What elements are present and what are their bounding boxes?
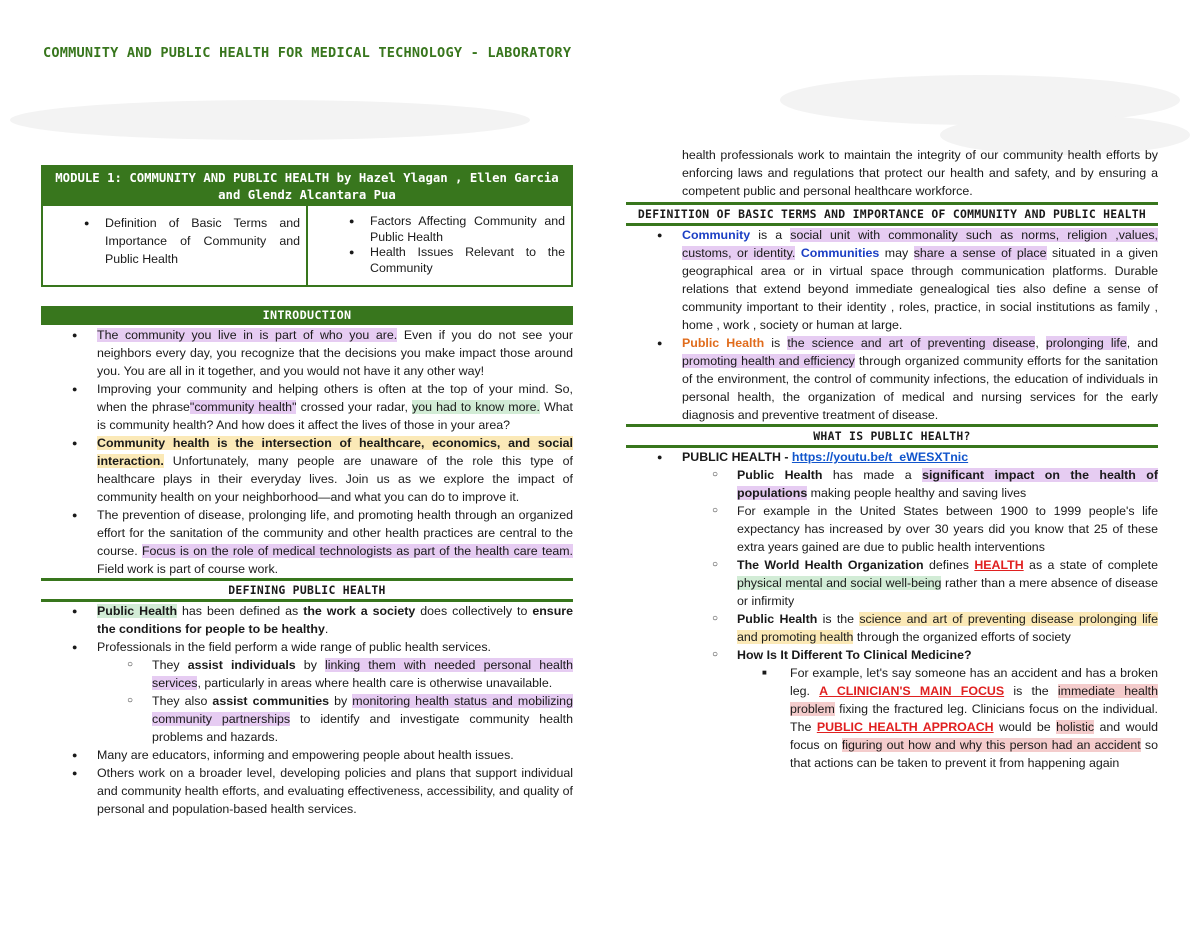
what-is-sub-5: ○ How Is It Different To Clinical Medicine?	[626, 646, 1158, 664]
module-topics-right	[306, 206, 571, 285]
intro-bullet-1: ● The community you live in is part of who you are. Even if you do not see your neighbors every day, you recognize that the decisions you make impact those around you. You are all in it together, and you would not have it any other way!	[41, 326, 573, 380]
defining-bullet-2: ● Professionals in the field perform a wide range of public health services.	[41, 638, 573, 656]
continuation-text: health professionals work to maintain the integrity of our community health efforts by enforcing laws and regulations that protect our health and safety, and by ensuring a competent public and personal healthcare workforce.	[682, 148, 1158, 198]
what-is-sub-3: ○ The World Health Organization defines HEALTH as a state of complete physical mental and social well-being rather than a mere absence of disease or infirmity	[626, 556, 1158, 610]
list-item: ● Definition of Basic Terms and Importance of Community and Public Health	[53, 214, 300, 268]
defining-sub-bullet-2: ○ They also assist communities by monitoring health status and mobilizing community partnerships to identify and investigate community health problems and hazards.	[41, 692, 573, 746]
defining-sub-bullet-1: ○ They assist individuals by linking them with needed personal health services, particularly in areas where health care is otherwise unavailable.	[41, 656, 573, 692]
intro-bullet-3: ● Community health is the intersection of healthcare, economics, and social interaction. Unfortunately, many people are unaware of the role this type of healthcare plays in their everyday lives. Join us as we explore the impact of community health on your neighborhood—and what you can do to improve it.	[41, 434, 573, 506]
module-topics-left	[43, 206, 306, 285]
module-header: MODULE 1: COMMUNITY AND PUBLIC HEALTH by Hazel Ylagan , Ellen Garcia and Glendz Alcantara Pua	[43, 167, 571, 206]
defining-heading: DEFINING PUBLIC HEALTH	[41, 578, 573, 602]
what-is-sub-2: ○ For example in the United States between 1900 to 1999 people's life expectancy has increased by over 30 years did you know that 25 of these extra years gained are due to public health interventions	[626, 502, 1158, 556]
document-title: COMMUNITY AND PUBLIC HEALTH FOR MEDICAL TECHNOLOGY - LABORATORY	[43, 45, 572, 61]
defining-bullet-4: ● Others work on a broader level, developing policies and plans that support individual and community health efforts, and evaluating effectiveness, accessibility, and quality of personal and population-based health services.	[41, 764, 573, 818]
intro-bullet-4: ● The prevention of disease, prolonging life, and promoting health through an organized effort for the sanitation of the community and other health practices are central to the course. Focus is on the role of medical technologists as part of the health care team. Field work is part of course work.	[41, 506, 573, 578]
left-column	[41, 165, 573, 818]
public-health-video-item: ● PUBLIC HEALTH - https://youtu.be/t_eWESXTnic	[626, 448, 1158, 466]
what-is-heading: WHAT IS PUBLIC HEALTH?	[626, 424, 1158, 448]
list-item: ● Health Issues Relevant to the Community	[318, 245, 565, 276]
list-item: ● Factors Affecting Community and Public Health	[318, 214, 565, 245]
module-table	[41, 165, 573, 287]
public-health-definition: ● Public Health is the science and art of preventing disease, prolonging life, and promoting health and efficiency through organized community efforts for the sanitation of the environment, the control of community infections, the education of individuals in personal health, the organization of medical and nursing services for the early diagnosis and preventive treatment of disease.	[626, 334, 1158, 424]
video-link[interactable]: https://youtu.be/t_eWESXTnic	[791, 450, 969, 464]
community-definition: ● Community is a social unit with commonality such as norms, religion ,values, customs, or identity. Communities may share a sense of place situated in a given geographical area or in virtual space through communication platforms. Durable relations that extend beyond immediate genealogical ties also define a sense of community important to their identity , roles, practice, in social institutions as family , home , work , society or human at large.	[626, 226, 1158, 334]
introduction-heading: INTRODUCTION	[41, 306, 573, 325]
defining-bullet-3: ● Many are educators, informing and empowering people about health issues.	[41, 746, 573, 764]
background-smudge	[10, 100, 530, 140]
what-is-sub-1: ○ Public Health has made a significant impact on the health of populations making people healthy and saving lives	[626, 466, 1158, 502]
what-is-example: ■ For example, let's say someone has an accident and has a broken leg. A CLINICIAN'S MAIN FOCUS is the immediate health problem fixing the fractured leg. Clinicians focus on the individual. The PUBLIC HEALTH APPROACH would be holistic and would focus on figuring out how and why this person had an accident so that actions can be taken to prevent it from happening again	[626, 664, 1158, 772]
basic-terms-heading: DEFINITION OF BASIC TERMS AND IMPORTANCE OF COMMUNITY AND PUBLIC HEALTH	[626, 202, 1158, 226]
right-column	[626, 146, 1158, 772]
what-is-sub-4: ○ Public Health is the science and art of preventing disease prolonging life and promoting health through the organized efforts of society	[626, 610, 1158, 646]
intro-bullet-2: ● Improving your community and helping others is often at the top of your mind. So, when the phrase"community health" crossed your radar, you had to know more. What is community health? And how does it affect the lives of those in your area?	[41, 380, 573, 434]
defining-bullet-1: ● Public Health has been defined as the work a society does collectively to ensure the conditions for people to be healthy.	[41, 602, 573, 638]
